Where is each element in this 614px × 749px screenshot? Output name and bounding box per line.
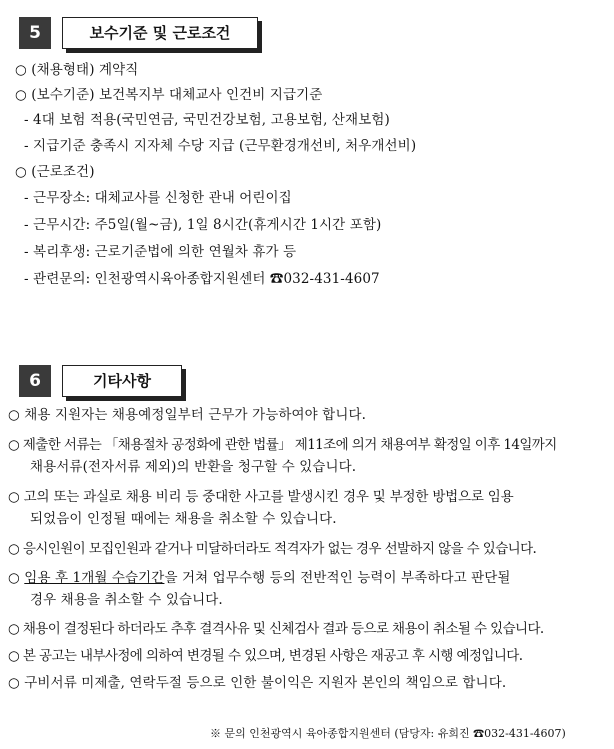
probation-period-text: 임용 후 1개월 수습기간 xyxy=(24,570,165,586)
list-item xyxy=(8,566,511,586)
list-item-rest: 을 거쳐 업무수행 등의 전반적인 능력이 부족하다고 판단될 xyxy=(164,570,511,586)
list-item-cont: 경우 채용을 취소할 수 있습니다. xyxy=(30,592,223,608)
insurance-line: - 4대 보험 적용(국민연금, 국민건강보험, 고용보험, 산재보험) xyxy=(24,112,390,128)
list-bullet: ○ xyxy=(8,570,20,586)
pay-standard-line: ○ (보수기준) 보건복지부 대체교사 인건비 지급기준 xyxy=(15,87,323,103)
section-title-5: 보수기준 및 근로조건 xyxy=(62,17,258,49)
section-title-6: 기타사항 xyxy=(62,365,182,397)
list-item: ○ 고의 또는 과실로 채용 비리 등 중대한 사고를 발생시킨 경우 및 부정한 방법으로 임용 xyxy=(8,489,514,505)
section-number-5: 5 xyxy=(19,17,51,49)
list-item: ○ 채용이 결정된다 하더라도 추후 결격사유 및 신체검사 결과 등으로 채용이 취소될 수 있습니다. xyxy=(8,621,544,637)
footer-contact: ※ 문의 인천광역시 육아종합지원센터 (담당자: 유희진 ☎032-431-4607) xyxy=(210,727,566,740)
list-item-cont: 채용서류(전자서류 제외)의 반환을 청구할 수 있습니다. xyxy=(30,459,357,475)
work-place-line: - 근무장소: 대체교사를 신청한 관내 어린이집 xyxy=(24,190,292,206)
list-item: ○ 본 공고는 내부사정에 의하여 변경될 수 있으며, 변경된 사항은 재공고 후 시행 예정입니다. xyxy=(8,648,523,664)
work-conditions-line: ○ (근로조건) xyxy=(15,164,95,180)
list-item-cont: 되었음이 인정될 때에는 채용을 취소할 수 있습니다. xyxy=(30,511,337,527)
welfare-line: - 복리후생: 근로기준법에 의한 연월차 휴가 등 xyxy=(24,244,297,260)
employment-type-line: ○ (채용형태) 계약직 xyxy=(15,62,139,78)
list-item: ○ 응시인원이 모집인원과 같거나 미달하더라도 적격자가 없는 경우 선발하지 않을 수 있습니다. xyxy=(8,541,537,557)
contact-line: - 관련문의: 인천광역시육아종합지원센터 ☎032-431-4607 xyxy=(24,271,380,287)
work-hours-line: - 근무시간: 주5일(월~금), 1일 8시간(휴게시간 1시간 포함) xyxy=(24,217,382,233)
section-number-6: 6 xyxy=(19,365,51,397)
list-item: ○ 채용 지원자는 채용예정일부터 근무가 가능하여야 합니다. xyxy=(8,407,367,423)
allowance-line: - 지급기준 충족시 지자체 수당 지급 (근무환경개선비, 처우개선비) xyxy=(24,138,417,154)
list-item: ○ 제출한 서류는 「채용절차 공정화에 관한 법률」 제11조에 의거 채용여부 확정일 이후 14일까지 xyxy=(8,437,557,453)
list-item: ○ 구비서류 미제출, 연락두절 등으로 인한 불이익은 지원자 본인의 책임으로 합니다. xyxy=(8,675,507,691)
